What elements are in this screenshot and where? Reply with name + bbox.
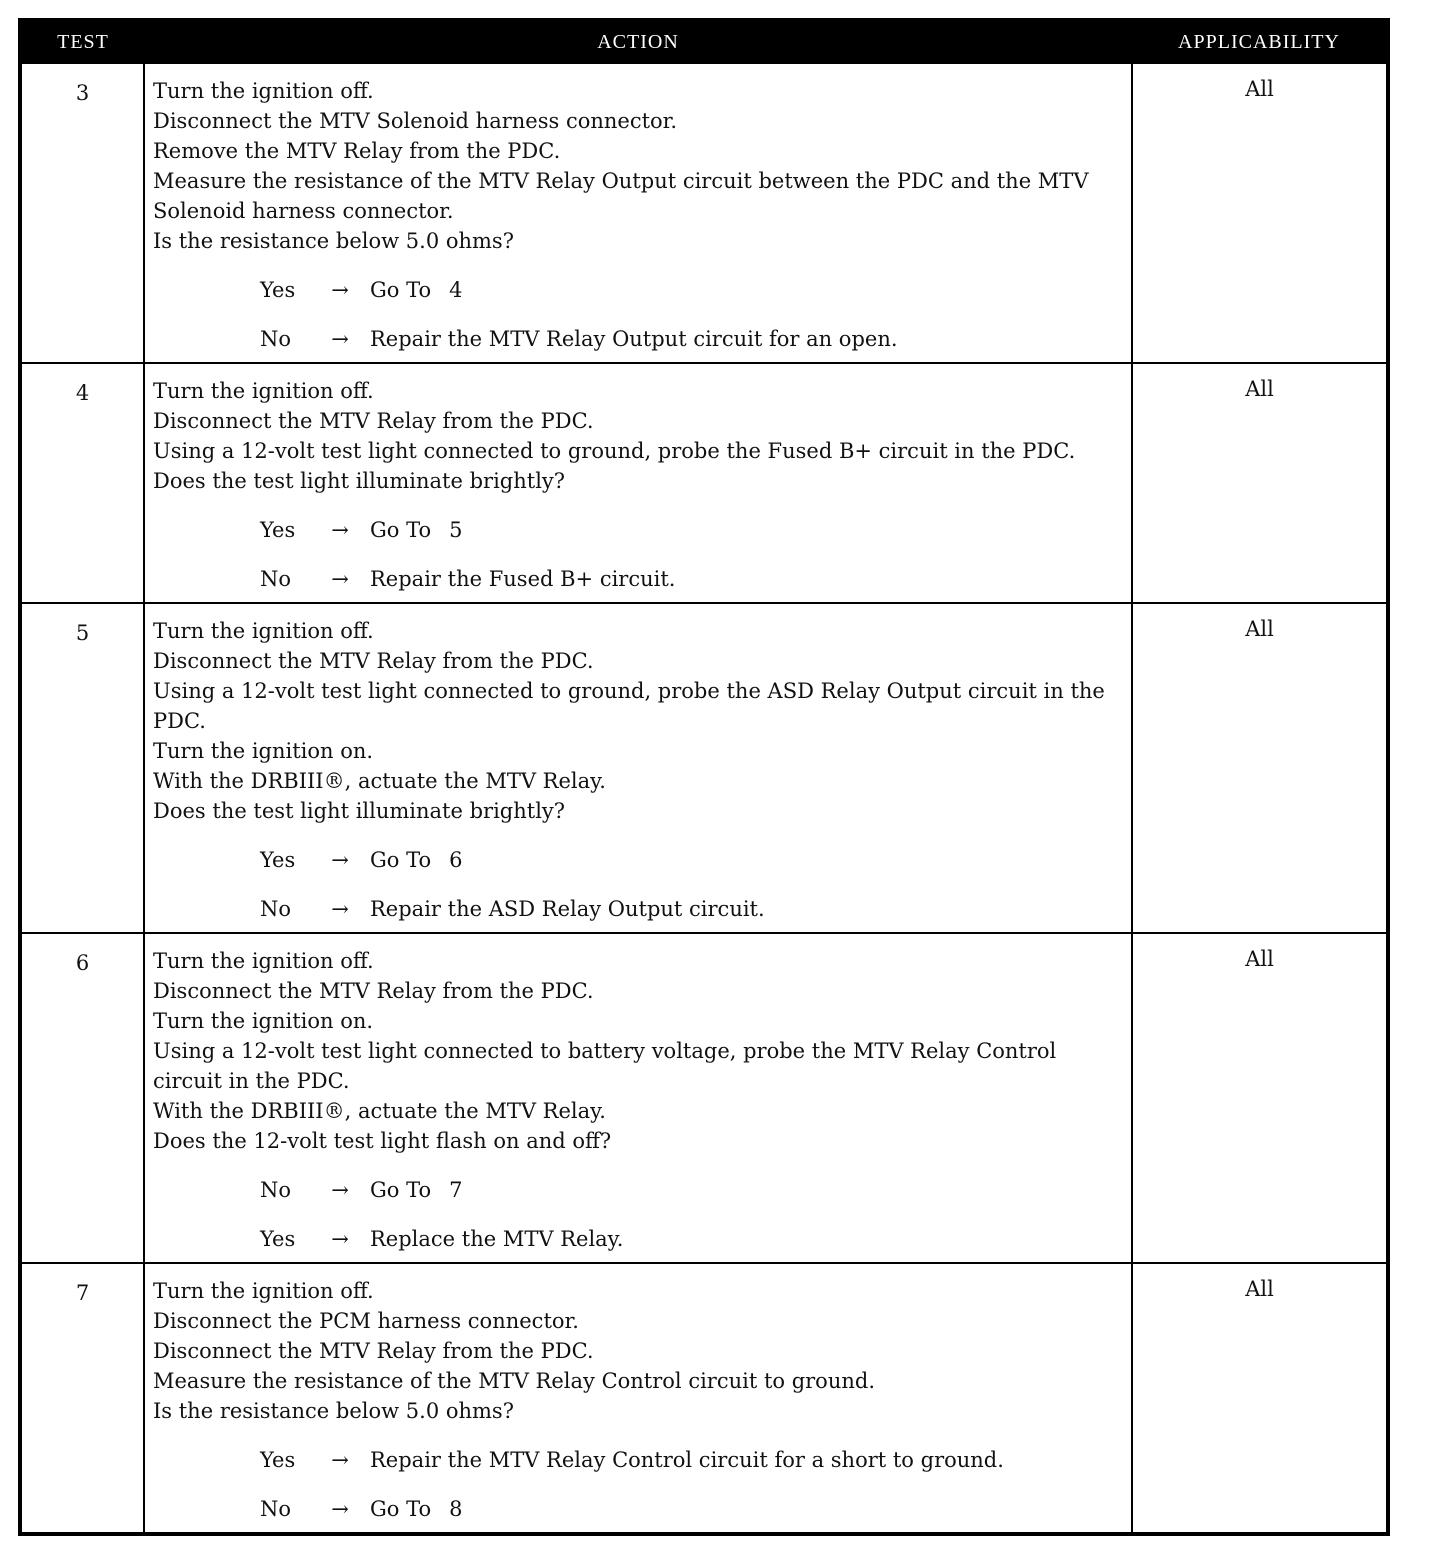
action-step: Measure the resistance of the MTV Relay Output circuit between the PDC and the MTV Solenoid harness connector. xyxy=(153,169,1089,223)
outcome-answer: No xyxy=(260,567,292,591)
goto-label: Go To xyxy=(370,278,432,302)
action-step: Turn the ignition off. xyxy=(153,79,374,103)
action-step: Disconnect the MTV Solenoid harness connector. xyxy=(153,109,678,133)
test-number: 7 xyxy=(20,1263,144,1534)
outcome-line xyxy=(260,515,1125,545)
goto-target: 8 xyxy=(449,1497,463,1521)
action-steps xyxy=(153,616,1125,826)
test-number: 3 xyxy=(20,63,144,363)
right-arrow-icon: → xyxy=(331,518,349,542)
outcome-line xyxy=(260,275,1125,305)
action-cell xyxy=(144,363,1132,603)
action-cell xyxy=(144,933,1132,1263)
action-step: Disconnect the MTV Relay from the PDC. xyxy=(153,1339,594,1363)
action-step: Using a 12-volt test light connected to ground, probe the Fused B+ circuit in the PDC. xyxy=(153,439,1076,463)
outcome-list xyxy=(153,1175,1125,1254)
action-cell xyxy=(144,1263,1132,1534)
goto-label: Go To xyxy=(370,518,432,542)
applicability-value: All xyxy=(1132,603,1388,933)
action-step: Using a 12-volt test light connected to ground, probe the ASD Relay Output circuit in the PDC. xyxy=(153,679,1105,733)
right-arrow-icon: → xyxy=(331,1497,349,1521)
goto-target: 4 xyxy=(449,278,463,302)
outcome-answer: Yes xyxy=(260,1227,296,1251)
table-row xyxy=(20,933,1388,1263)
outcome-line xyxy=(260,1175,1125,1205)
right-arrow-icon: → xyxy=(331,1448,349,1472)
test-number: 5 xyxy=(20,603,144,933)
action-steps xyxy=(153,946,1125,1156)
outcome-answer: Yes xyxy=(260,518,296,542)
outcome-line xyxy=(260,1445,1125,1475)
outcome-answer: Yes xyxy=(260,278,296,302)
outcome-answer: No xyxy=(260,1178,292,1202)
test-number: 6 xyxy=(20,933,144,1263)
test-number: 4 xyxy=(20,363,144,603)
right-arrow-icon: → xyxy=(331,1178,349,1202)
table-row xyxy=(20,63,1388,363)
action-step: Turn the ignition off. xyxy=(153,619,374,643)
action-step: Is the resistance below 5.0 ohms? xyxy=(153,1399,514,1423)
goto-target: 7 xyxy=(449,1178,463,1202)
action-cell xyxy=(144,63,1132,363)
goto-label: Go To xyxy=(370,1178,432,1202)
action-cell xyxy=(144,603,1132,933)
outcome-answer: Yes xyxy=(260,1448,296,1472)
goto-target: 5 xyxy=(449,518,463,542)
outcome-answer: Yes xyxy=(260,848,296,872)
action-step: Does the test light illuminate brightly? xyxy=(153,799,566,823)
action-step: Measure the resistance of the MTV Relay Control circuit to ground. xyxy=(153,1369,875,1393)
action-steps xyxy=(153,76,1125,256)
action-step: Does the test light illuminate brightly? xyxy=(153,469,566,493)
applicability-value: All xyxy=(1132,363,1388,603)
right-arrow-icon: → xyxy=(331,1227,349,1251)
outcome-result: Repair the MTV Relay Control circuit for a short to ground. xyxy=(370,1448,1004,1472)
table-header-row xyxy=(20,20,1388,63)
outcome-result: Replace the MTV Relay. xyxy=(370,1227,624,1251)
column-header-applicability: APPLICABILITY xyxy=(1132,20,1388,63)
right-arrow-icon: → xyxy=(331,848,349,872)
right-arrow-icon: → xyxy=(331,897,349,921)
table-row xyxy=(20,603,1388,933)
column-header-test: TEST xyxy=(20,20,144,63)
outcome-result: Repair the ASD Relay Output circuit. xyxy=(370,897,765,921)
outcome-line xyxy=(260,845,1125,875)
action-step: Disconnect the MTV Relay from the PDC. xyxy=(153,979,594,1003)
outcome-line xyxy=(260,564,1125,594)
outcome-line xyxy=(260,324,1125,354)
action-step: Turn the ignition on. xyxy=(153,739,374,763)
outcome-list xyxy=(153,515,1125,594)
outcome-line xyxy=(260,894,1125,924)
outcome-answer: No xyxy=(260,327,292,351)
action-step: Turn the ignition off. xyxy=(153,949,374,973)
applicability-value: All xyxy=(1132,63,1388,363)
action-step: Turn the ignition off. xyxy=(153,1279,374,1303)
outcome-line xyxy=(260,1224,1125,1254)
action-step: Turn the ignition on. xyxy=(153,1009,374,1033)
goto-label: Go To xyxy=(370,1497,432,1521)
action-step: Turn the ignition off. xyxy=(153,379,374,403)
action-step: With the DRBIII®, actuate the MTV Relay. xyxy=(153,1099,606,1123)
outcome-answer: No xyxy=(260,897,292,921)
action-step: Is the resistance below 5.0 ohms? xyxy=(153,229,514,253)
action-steps xyxy=(153,376,1125,496)
outcome-answer: No xyxy=(260,1497,292,1521)
applicability-value: All xyxy=(1132,933,1388,1263)
outcome-result: Repair the Fused B+ circuit. xyxy=(370,567,676,591)
column-header-action: ACTION xyxy=(144,20,1132,63)
table-row xyxy=(20,1263,1388,1534)
action-step: Remove the MTV Relay from the PDC. xyxy=(153,139,561,163)
goto-target: 6 xyxy=(449,848,463,872)
table-body xyxy=(20,63,1388,1534)
action-step: Disconnect the PCM harness connector. xyxy=(153,1309,579,1333)
outcome-list xyxy=(153,1445,1125,1524)
right-arrow-icon: → xyxy=(331,327,349,351)
action-step: Disconnect the MTV Relay from the PDC. xyxy=(153,409,594,433)
outcome-list xyxy=(153,275,1125,354)
table-row xyxy=(20,363,1388,603)
outcome-list xyxy=(153,845,1125,924)
applicability-value: All xyxy=(1132,1263,1388,1534)
right-arrow-icon: → xyxy=(331,278,349,302)
action-step: Does the 12-volt test light flash on and off? xyxy=(153,1129,612,1153)
action-steps xyxy=(153,1276,1125,1426)
outcome-line xyxy=(260,1494,1125,1524)
action-step: Using a 12-volt test light connected to battery voltage, probe the MTV Relay Control circuit in the PDC. xyxy=(153,1039,1057,1093)
right-arrow-icon: → xyxy=(331,567,349,591)
action-step: Disconnect the MTV Relay from the PDC. xyxy=(153,649,594,673)
diagnostic-test-table xyxy=(18,18,1390,1536)
goto-label: Go To xyxy=(370,848,432,872)
outcome-result: Repair the MTV Relay Output circuit for an open. xyxy=(370,327,898,351)
action-step: With the DRBIII®, actuate the MTV Relay. xyxy=(153,769,606,793)
